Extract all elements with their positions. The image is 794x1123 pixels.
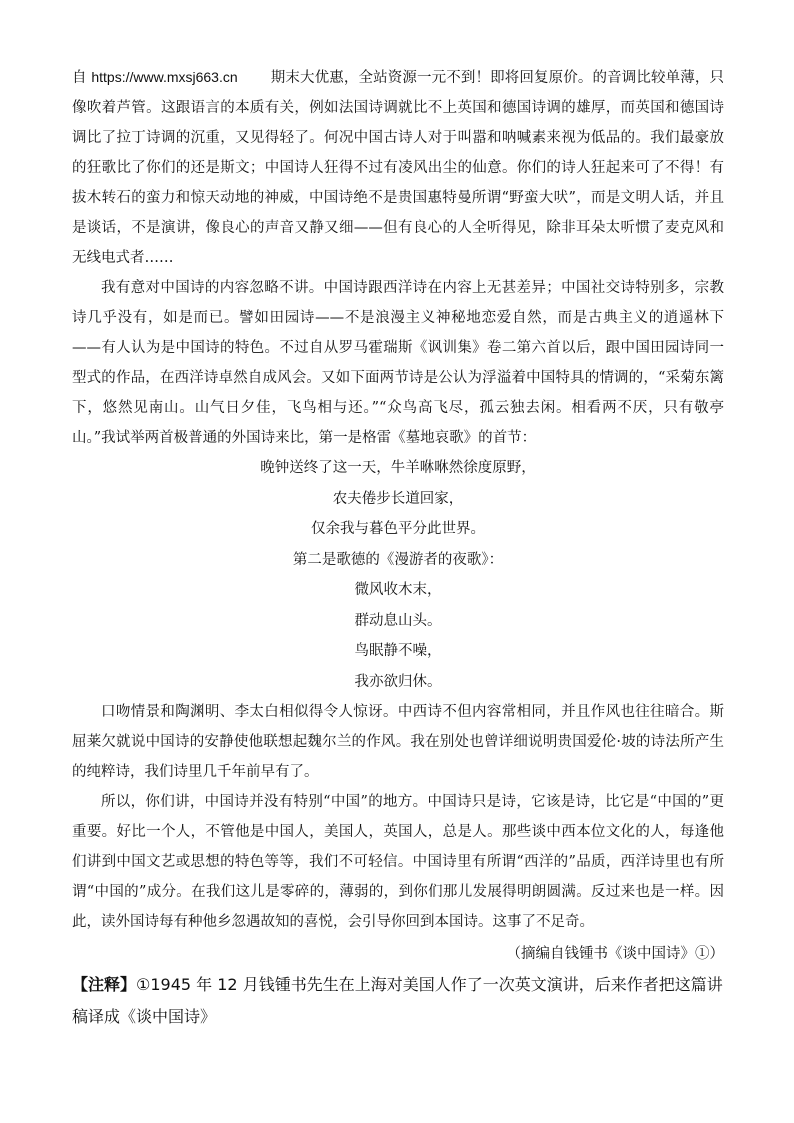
footnote-text: ①1945 年 12 月钱锺书先生在上海对美国人作了一次英文演讲，后来作者把这篇讲稿译成《谈中国诗》 bbox=[72, 975, 723, 1026]
poem-line: 鸟眠静不噪， bbox=[354, 643, 442, 659]
poem-line: 我亦欲归休。 bbox=[354, 673, 442, 690]
poem-line: 仅余我与暮色平分此世界。 bbox=[311, 521, 485, 537]
poem-line: 晚钟送终了这一天，牛羊咻咻然徐度原野， bbox=[260, 460, 536, 476]
source-citation: （摘编自钱锺书《谈中国诗》①） bbox=[506, 946, 724, 962]
paragraph-conclusion: 所以，你们讲，中国诗并没有特别“中国”的地方。中国诗只是诗，它该是诗，比它是“中国的”更重要。好比一个人，不管他是中国人，美国人，英国人，总是人。那些谈中西本位文化的人，每逢他们讲到中国文艺或思想的特色等等，我们不可轻信。中国诗里有所谓“西洋的”品质，西洋诗里也有所谓“中国的”成分。在我们这儿是零碎的，薄弱的，到你们那儿发展得明朗圆满。反过来也是一样。因此，读外国诗每有种他乡忽遇故知的喜悦，会引导你回到本国诗。这事了不足奇。 bbox=[72, 794, 724, 930]
document-page bbox=[72, 62, 724, 1033]
footnote-tag: 【注释】 bbox=[72, 975, 137, 994]
paragraph-style: 口吻情景和陶渊明、李太白相似得令人惊讶。中西诗不但内容常相同，并且作风也往往暗合。斯屈莱欠就说中国诗的安静使他联想起魏尔兰的作风。我在别处也曾详细说明贵国爱伦·坡的诗法所产生的纯粹诗，我们诗里几千年前早有了。 bbox=[72, 704, 724, 780]
poem-line: 群动息山头。 bbox=[354, 612, 442, 629]
promo-text: 期末大优惠，全站资源一元不到！即将回复原价。 bbox=[270, 70, 593, 86]
opening-paragraph bbox=[72, 62, 724, 273]
poem-intro: 第二是歌德的《漫游者的夜歌》： bbox=[292, 551, 504, 568]
poem-gray bbox=[72, 453, 724, 545]
poem-line: 农夫倦步长道回家， bbox=[332, 490, 464, 507]
site-link[interactable]: https://www.mxsj663.cn bbox=[91, 69, 238, 85]
paragraph-continuation: 的音调比较单薄，只像吹着芦管。这跟语言的本质有关，例如法国诗调就比不上英国和德国诗调的雄厚，而英国和德国诗调比了拉丁诗调的沉重，又见得轻了。何况中国古诗人对于叫嚣和呐喊素来视为低品的。我们最豪放的狂歌比了你们的还是斯文；中国诗人狂得不过有凌风出尘的仙意。你们的诗人狂起来可了不得！有拔木转石的蛮力和惊天动地的神威，中国诗绝不是贵国惠特曼所谓“野蛮大吠”，而是文明人话，并且是谈话，不是演讲，像良心的声音又静又细——但有良心的人全听得见，除非耳朵太听惯了麦克风和无线电式者…… bbox=[72, 70, 725, 266]
poem-goethe bbox=[72, 575, 724, 697]
poem-line: 微风收木末， bbox=[354, 582, 442, 598]
footnote bbox=[72, 969, 724, 1033]
header-prefix: 自 bbox=[72, 70, 87, 86]
paragraph-content: 我有意对中国诗的内容忽略不讲。中国诗跟西洋诗在内容上无甚差异；中国社交诗特别多，宗教诗几乎没有，如是而已。譬如田园诗——不是浪漫主义神秘地恋爱自然，而是古典主义的逍遥林下——有人认为是中国诗的特色。不过自从罗马霍瑞斯《讽训集》卷二第六首以后，跟中国田园诗同一型式的作品，在西洋诗卓然自成风会。又如下面两节诗是公认为浮溢着中国特具的情调的，“采菊东篱下，悠然见南山。山气日夕佳，飞鸟相与还。”“众鸟高飞尽，孤云独去闲。相看两不厌，只有敬亭山。”我试举两首极普通的外国诗来比，第一是格雷《墓地哀歌》的首节： bbox=[72, 280, 724, 446]
